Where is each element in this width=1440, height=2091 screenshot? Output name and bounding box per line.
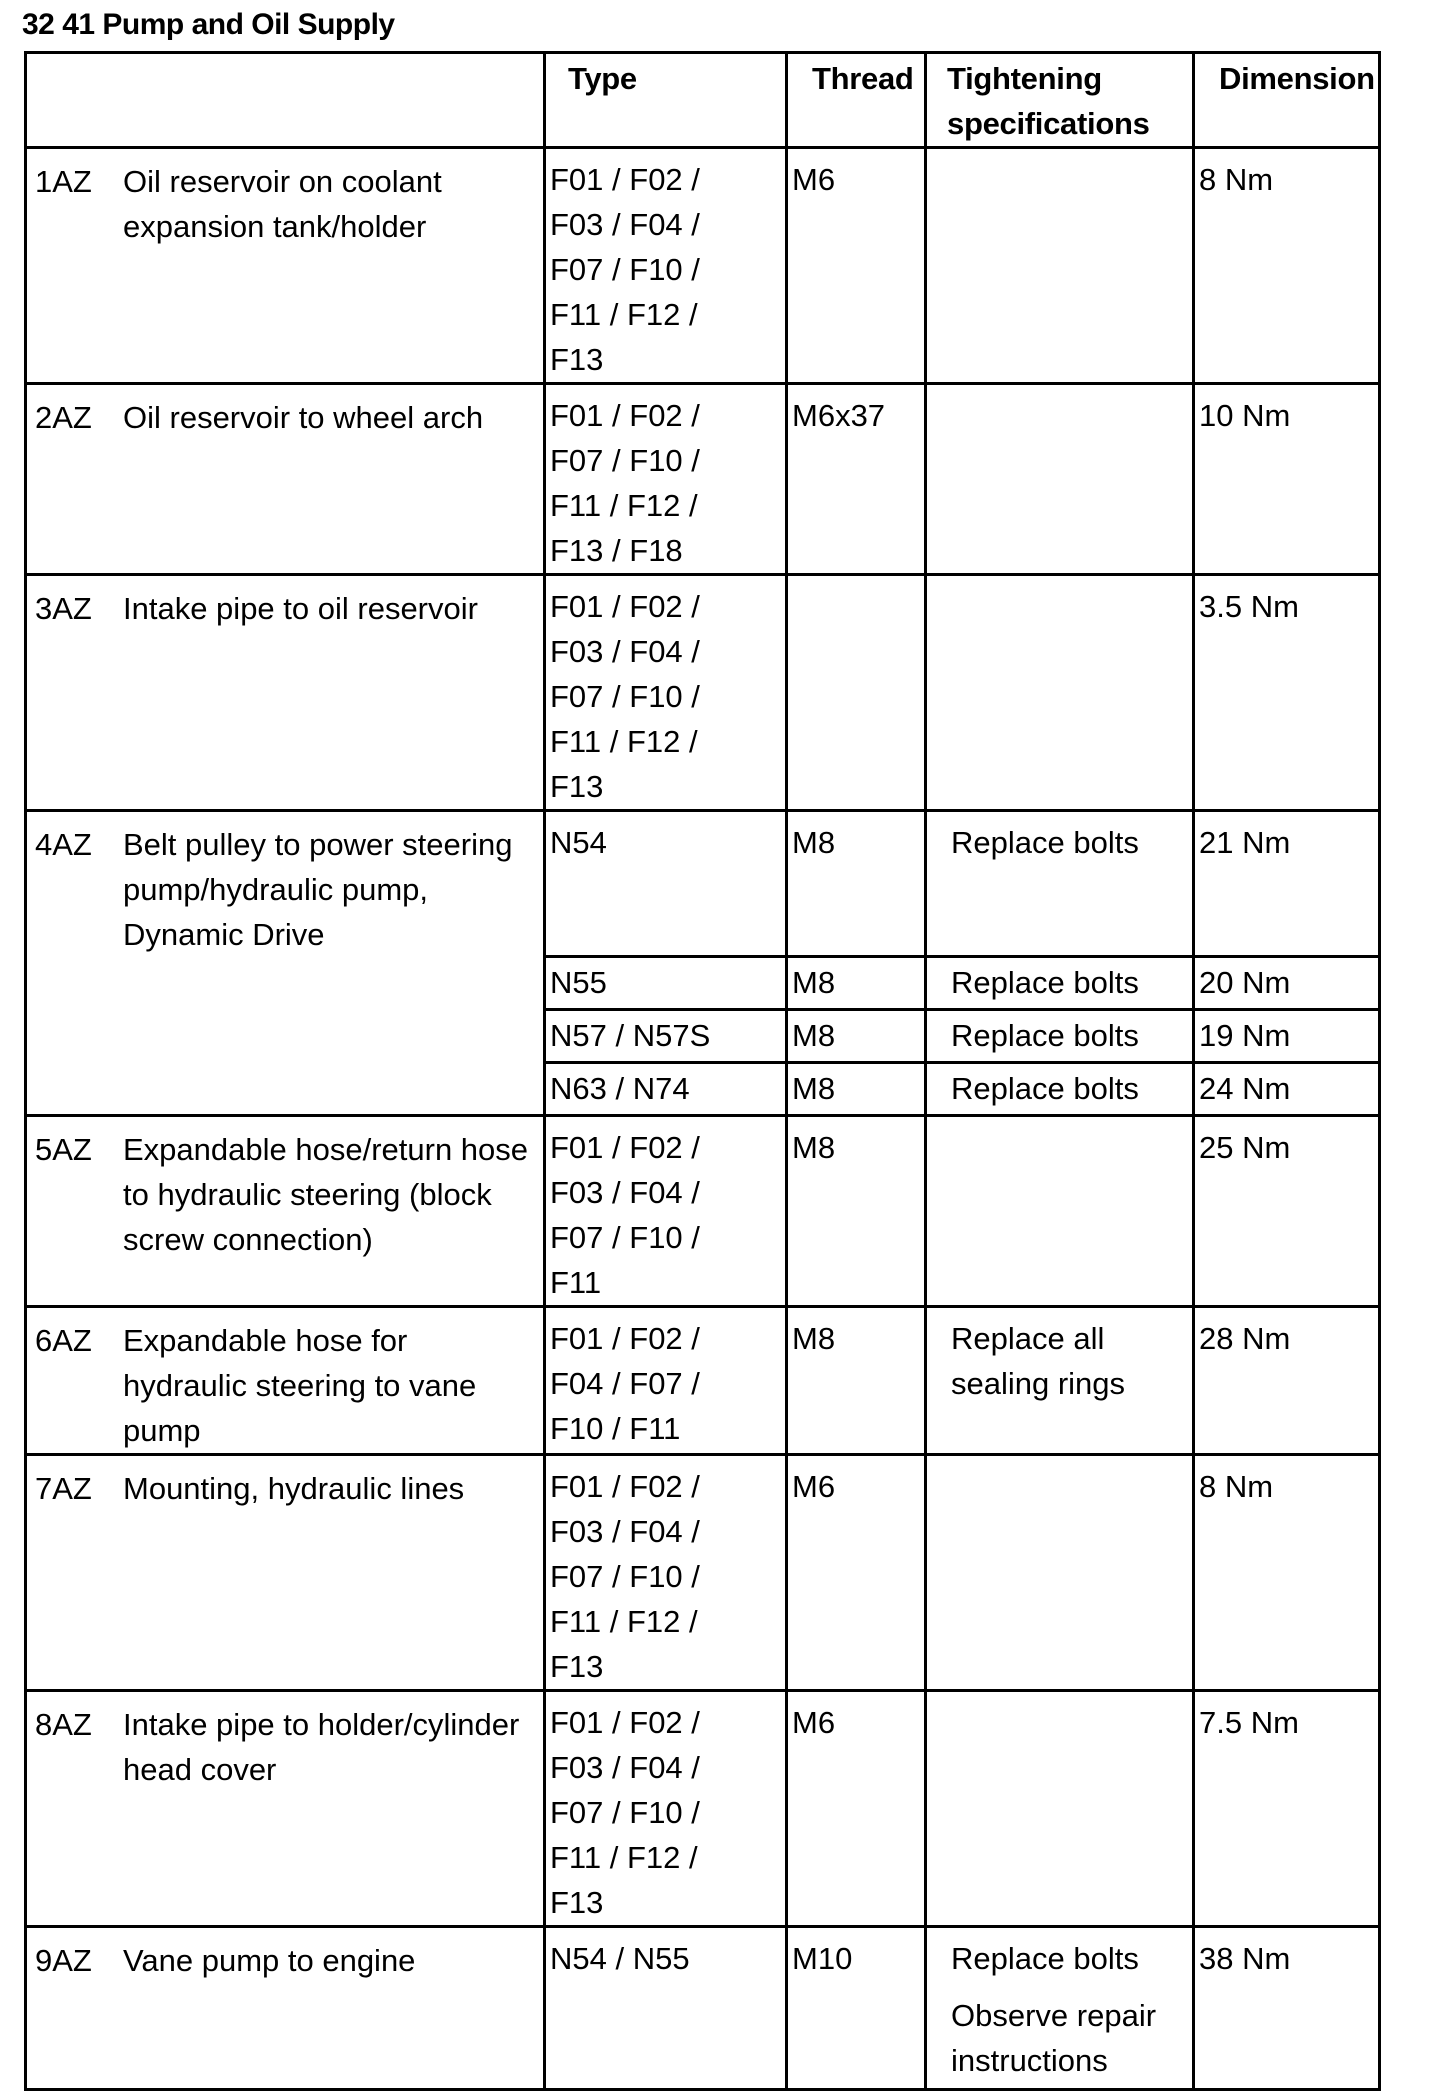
type-cell: F01 / F02 / F03 / F04 / F07 / F10 / F11 / F12 / F13 [545,575,787,811]
thread-cell: M10 [787,1927,926,2090]
header-tightening: Tightening specifications [926,53,1194,148]
thread-cell: M6 [787,1691,926,1927]
type-cell: N54 [545,811,787,957]
dimension-cell: 38 Nm [1194,1927,1380,2090]
item-cell [26,1116,545,1307]
table-header-row [26,53,1380,148]
type-cell: F01 / F02 / F07 / F10 / F11 / F12 / F13 / F18 [545,384,787,575]
thread-cell: M6 [787,1455,926,1691]
item-cell [26,1927,545,2090]
torque-spec-table [24,51,1381,2091]
item-cell [26,1307,545,1455]
item-code: 1AZ [35,164,92,199]
item-description: Intake pipe to holder/cylinder head cover [123,1707,520,1787]
thread-cell: M6 [787,148,926,384]
item-description: Expandable hose/return hose to hydraulic steering (block screw connection) [123,1132,529,1257]
dimension-cell: 20 Nm [1194,957,1380,1010]
table-row [26,1307,1380,1455]
header-thread: Thread [787,53,926,148]
type-cell: F01 / F02 / F03 / F04 / F07 / F10 / F11 / F12 / F13 [545,1455,787,1691]
thread-cell [787,575,926,811]
item-description: Oil reservoir on coolant expansion tank/holder [123,164,442,244]
item-code: 7AZ [35,1471,92,1506]
item-code: 6AZ [35,1323,92,1358]
item-cell [26,1455,545,1691]
table-row [26,1691,1380,1927]
table-row [26,1927,1380,2090]
item-code: 4AZ [35,827,92,862]
thread-cell: M6x37 [787,384,926,575]
header-item [26,53,545,148]
table-row [26,1455,1380,1691]
tightening-cell [926,1691,1194,1927]
item-description: Belt pulley to power steering pump/hydraulic pump, Dynamic Drive [123,827,513,952]
tightening-cell: Replace all sealing rings [926,1307,1194,1455]
table-row [26,384,1380,575]
type-cell: N57 / N57S [545,1010,787,1063]
dimension-cell: 7.5 Nm [1194,1691,1380,1927]
header-type: Type [545,53,787,148]
item-cell [26,384,545,575]
table-row [26,1116,1380,1307]
table-row [26,811,1380,957]
item-cell [26,811,545,1116]
thread-cell: M8 [787,1010,926,1063]
dimension-cell: 3.5 Nm [1194,575,1380,811]
tightening-cell [926,575,1194,811]
type-cell: N55 [545,957,787,1010]
item-code: 5AZ [35,1132,92,1167]
dimension-cell: 24 Nm [1194,1063,1380,1116]
item-cell [26,575,545,811]
item-description: Oil reservoir to wheel arch [123,400,484,435]
type-cell: F01 / F02 / F03 / F04 / F07 / F10 / F11 [545,1116,787,1307]
table-row [26,148,1380,384]
item-description: Vane pump to engine [123,1943,416,1978]
page-title: 32 41 Pump and Oil Supply [22,8,395,41]
header-dimension: Dimension [1194,53,1380,148]
dimension-cell: 10 Nm [1194,384,1380,575]
type-cell: F01 / F02 / F03 / F04 / F07 / F10 / F11 / F12 / F13 [545,148,787,384]
tightening-cell: Replace bolts [926,1063,1194,1116]
thread-cell: M8 [787,1063,926,1116]
dimension-cell: 25 Nm [1194,1116,1380,1307]
type-cell: N54 / N55 [545,1927,787,2090]
item-cell [26,1691,545,1927]
tightening-cell: Replace bolts [926,1010,1194,1063]
item-code: 2AZ [35,400,92,435]
item-description: Expandable hose for hydraulic steering to vane pump [123,1323,477,1448]
tightening-cell [926,1116,1194,1307]
item-code: 3AZ [35,591,92,626]
thread-cell: M8 [787,1307,926,1455]
tightening-cell [926,384,1194,575]
thread-cell: M8 [787,957,926,1010]
tightening-cell: Replace bolts Observe repair instructions [926,1927,1194,2090]
table-row [26,575,1380,811]
tightening-cell: Replace bolts [926,811,1194,957]
tightening-cell [926,1455,1194,1691]
type-cell: N63 / N74 [545,1063,787,1116]
dimension-cell: 19 Nm [1194,1010,1380,1063]
thread-cell: M8 [787,1116,926,1307]
item-description: Mounting, hydraulic lines [123,1471,465,1506]
item-description: Intake pipe to oil reservoir [123,591,478,626]
item-cell [26,148,545,384]
item-code: 9AZ [35,1943,92,1978]
thread-cell: M8 [787,811,926,957]
dimension-cell: 21 Nm [1194,811,1380,957]
type-cell: F01 / F02 / F04 / F07 / F10 / F11 [545,1307,787,1455]
item-code: 8AZ [35,1707,92,1742]
tightening-cell: Replace bolts [926,957,1194,1010]
dimension-cell: 28 Nm [1194,1307,1380,1455]
dimension-cell: 8 Nm [1194,1455,1380,1691]
type-cell: F01 / F02 / F03 / F04 / F07 / F10 / F11 / F12 / F13 [545,1691,787,1927]
tightening-cell [926,148,1194,384]
dimension-cell: 8 Nm [1194,148,1380,384]
